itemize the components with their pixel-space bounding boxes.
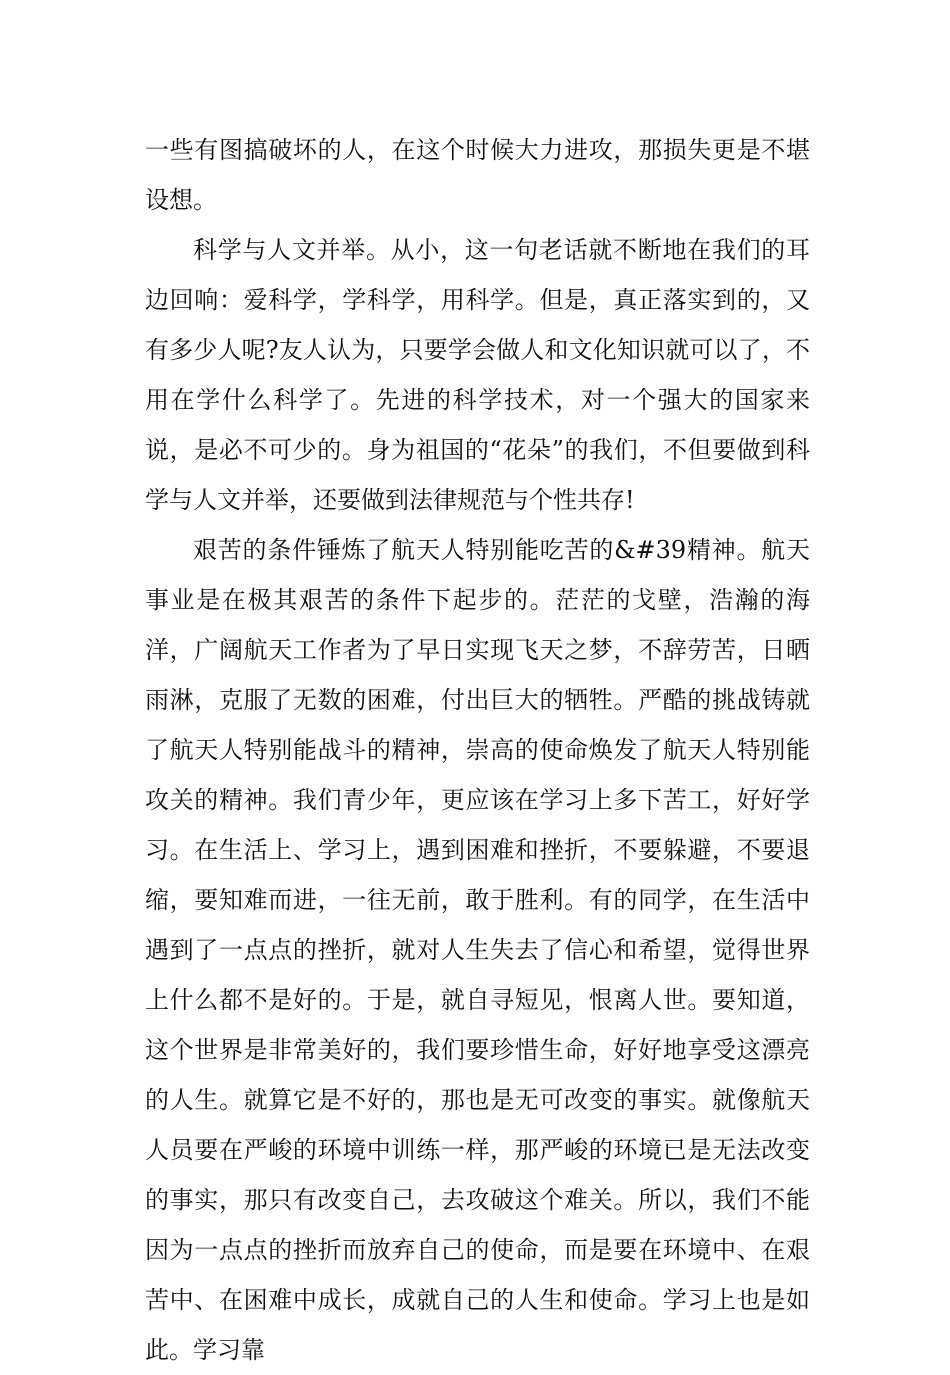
paragraph-science-humanities: 科学与人文并举。从小，这一句老话就不断地在我们的耳边回响：爱科学，学科学，用科学。但是，真正落实到的，又有多少人呢?友人认为，只要学会做人和文化知识就可以了，不用在学什么科学了。先进的科学技术，对一个强大的国家来说，是必不可少的。身为祖国的“花朵”的我们，不但要做到科学与人文并举，还要做到法律规范与个性共存! <box>145 236 810 514</box>
paragraph-aerospace-spirit: 艰苦的条件锤炼了航天人特别能吃苦的&#39精神。航天事业是在极其艰苦的条件下起步的。茫茫的戈壁，浩瀚的海洋，广阔航天工作者为了早日实现飞天之梦，不辞劳苦，日晒雨淋，克服了无数的困难，付出巨大的牺牲。严酷的挑战铸就了航天人特别能战斗的精神，崇高的使命焕发了航天人特别能攻关的精神。我们青少年，更应该在学习上多下苦工，好好学习。在生活上、学习上，遇到困难和挫折，不要躲避，不要退缩，要知难而进，一往无前，敢于胜利。有的同学，在生活中遇到了一点点的挫折，就对人生失去了信心和希望，觉得世界上什么都不是好的。于是，就自寻短见，恨离人世。要知道，这个世界是非常美好的，我们要珍惜生命，好好地享受这漂亮的人生。就算它是不好的，那也是无可改变的事实。就像航天人员要在严峻的环境中训练一样，那严峻的环境已是无法改变的事实，那只有改变自己，去攻破这个难关。所以，我们不能因为一点点的挫折而放弃自己的使命，而是要在环境中、在艰苦中、在困难中成长，成就自己的人生和使命。学习上也是如此。学习靠 <box>145 536 810 1364</box>
document-body <box>145 125 810 1375</box>
paragraph-continuation: 一些有图搞破坏的人，在这个时候大力进攻，那损失更是不堪设想。 <box>145 136 810 214</box>
